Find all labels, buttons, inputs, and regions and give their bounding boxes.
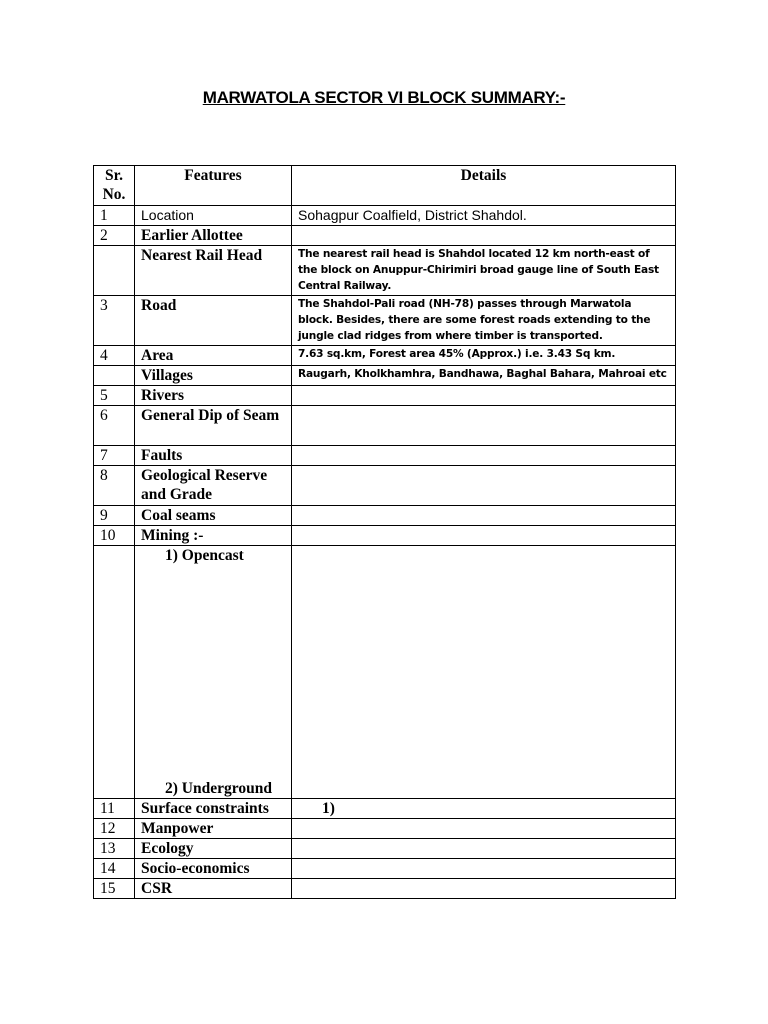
sr-cell: 8 xyxy=(94,466,135,506)
table-row xyxy=(94,366,676,386)
sr-cell: 11 xyxy=(94,799,135,819)
feature-cell: Surface constraints xyxy=(135,799,292,819)
table-header-row xyxy=(94,166,676,206)
table-row xyxy=(94,839,676,859)
table-row xyxy=(94,246,676,296)
table-row xyxy=(94,346,676,366)
details-cell xyxy=(292,819,676,839)
sr-cell xyxy=(94,366,135,386)
mining-row xyxy=(94,546,676,799)
sr-cell: 7 xyxy=(94,446,135,466)
page-title: MARWATOLA SECTOR VI BLOCK SUMMARY:- xyxy=(202,88,566,107)
sr-cell: 5 xyxy=(94,386,135,406)
feature-cell: Area xyxy=(135,346,292,366)
table-row xyxy=(94,819,676,839)
table-row xyxy=(94,386,676,406)
feature-cell: Faults xyxy=(135,446,292,466)
sr-cell: 4 xyxy=(94,346,135,366)
sr-cell xyxy=(94,546,135,799)
feature-cell: Earlier Allottee xyxy=(135,226,292,246)
feature-cell: Geological Reserve and Grade xyxy=(135,466,292,506)
feature-cell: Manpower xyxy=(135,819,292,839)
feature-cell: CSR xyxy=(135,879,292,899)
details-cell: The Shahdol-Pali road (NH-78) passes through Marwatola block. Besides, there are some forest roads extending to the jungle clad ridges from where timber is transported. xyxy=(292,296,676,346)
feature-cell: Nearest Rail Head xyxy=(135,246,292,296)
table-row xyxy=(94,526,676,546)
details-cell: 7.63 sq.km, Forest area 45% (Approx.) i.e. 3.43 Sq km. xyxy=(292,346,676,366)
feature-cell: Coal seams xyxy=(135,506,292,526)
feature-cell: Rivers xyxy=(135,386,292,406)
sr-cell: 12 xyxy=(94,819,135,839)
block-summary-table xyxy=(93,165,676,899)
feature-cell: General Dip of Seam xyxy=(135,406,292,446)
details-cell xyxy=(292,506,676,526)
details-cell: Raugarh, Kholkhamhra, Bandhawa, Baghal Bahara, Mahroai etc xyxy=(292,366,676,386)
sr-cell: 10 xyxy=(94,526,135,546)
details-cell xyxy=(292,526,676,546)
opencast-label: 1) Opencast xyxy=(165,547,244,564)
table-row xyxy=(94,859,676,879)
sr-cell: 9 xyxy=(94,506,135,526)
details-cell xyxy=(292,859,676,879)
table-row xyxy=(94,406,676,446)
mining-methods-cell xyxy=(135,546,292,799)
details-cell: The nearest rail head is Shahdol located 12 km north-east of the block on Anuppur-Chirimiri broad gauge line of South East Central Railway. xyxy=(292,246,676,296)
details-cell: 1) xyxy=(292,799,676,819)
table-row xyxy=(94,506,676,526)
table-row xyxy=(94,466,676,506)
table-row xyxy=(94,226,676,246)
sr-cell: 13 xyxy=(94,839,135,859)
feature-cell: Villages xyxy=(135,366,292,386)
underground-label: 2) Underground xyxy=(165,780,272,797)
sr-cell: 1 xyxy=(94,206,135,226)
table-row xyxy=(94,206,676,226)
sr-cell xyxy=(94,246,135,296)
sr-cell: 3 xyxy=(94,296,135,346)
details-cell xyxy=(292,386,676,406)
details-cell xyxy=(292,546,676,799)
details-cell xyxy=(292,879,676,899)
details-cell xyxy=(292,839,676,859)
details-cell xyxy=(292,226,676,246)
details-cell xyxy=(292,406,676,446)
sr-cell: 14 xyxy=(94,859,135,879)
table-row xyxy=(94,296,676,346)
header-sr-no: Sr. No. xyxy=(94,166,135,206)
sr-cell: 6 xyxy=(94,406,135,446)
feature-cell: Ecology xyxy=(135,839,292,859)
details-cell xyxy=(292,466,676,506)
table-row xyxy=(94,799,676,819)
feature-cell: Road xyxy=(135,296,292,346)
header-features: Features xyxy=(135,166,292,206)
details-cell: Sohagpur Coalfield, District Shahdol. xyxy=(292,206,676,226)
feature-cell: Mining :- xyxy=(135,526,292,546)
details-cell xyxy=(292,446,676,466)
feature-cell: Socio-economics xyxy=(135,859,292,879)
feature-cell: Location xyxy=(135,206,292,226)
table-row xyxy=(94,446,676,466)
sr-cell: 2 xyxy=(94,226,135,246)
table-row xyxy=(94,879,676,899)
header-details: Details xyxy=(292,166,676,206)
sr-cell: 15 xyxy=(94,879,135,899)
